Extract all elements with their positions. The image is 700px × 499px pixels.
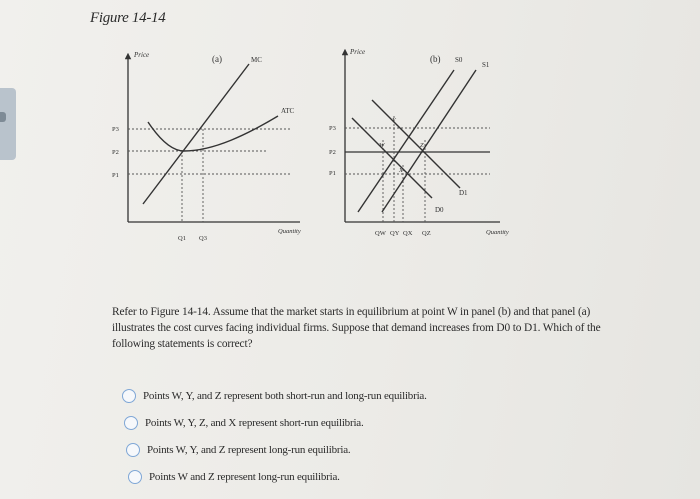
panel-b-d1-label: D1 [459, 189, 468, 197]
option-label: Points W, Y, and Z represent long-run equilibria. [147, 444, 351, 456]
panel-b-point-w: W [379, 142, 385, 149]
panel-b-qw-label: QW [375, 230, 386, 237]
panel-b-d0-label: D0 [435, 206, 444, 214]
panel-b [329, 48, 509, 237]
panel-b-point-y: Y [392, 117, 396, 124]
radio-button-icon[interactable] [122, 389, 136, 403]
panel-a-p1-label: P1 [112, 172, 119, 179]
answer-option-1[interactable] [122, 389, 427, 403]
panel-a-q1-label: Q1 [178, 235, 186, 242]
panel-b-s0-label: S0 [455, 56, 463, 64]
option-label: Points W, Y, and Z represent both short-run and long-run equilibria. [143, 390, 427, 402]
panel-b-qy-label: QY [390, 230, 400, 237]
panel-a [112, 51, 301, 242]
radio-button-icon[interactable] [126, 443, 140, 457]
radio-button-icon[interactable] [124, 416, 138, 430]
panel-b-point-z: Z [420, 142, 424, 149]
panel-b-y-label: Price [350, 48, 366, 56]
panel-a-atc-curve [148, 116, 278, 151]
panel-a-label: (a) [212, 54, 222, 64]
panel-b-d0-curve [352, 118, 432, 198]
radio-button-icon[interactable] [128, 470, 142, 484]
figure-title: Figure 14-14 [90, 10, 166, 26]
panel-a-p3-label: P3 [112, 126, 119, 133]
panel-b-p3-label: P3 [329, 125, 336, 132]
panel-b-s0-curve [358, 70, 454, 212]
answer-option-2[interactable] [124, 416, 364, 430]
panel-b-qx-label: QX [403, 230, 413, 237]
panel-a-atc-label: ATC [281, 107, 295, 115]
panel-b-x-label: Quantity [486, 229, 509, 236]
option-label: Points W and Z represent long-run equilibria. [149, 471, 340, 483]
option-label: Points W, Y, Z, and X represent short-run equilibria. [145, 417, 364, 429]
panel-a-x-label: Quantity [278, 228, 301, 235]
panel-a-mc-curve [143, 64, 249, 204]
panel-b-p1-label: P1 [329, 170, 336, 177]
panel-b-qz-label: QZ [422, 230, 431, 237]
answer-option-4[interactable] [128, 470, 340, 484]
panel-a-p2-label: P2 [112, 149, 119, 156]
answer-option-3[interactable] [126, 443, 350, 457]
panel-a-mc-label: MC [251, 56, 262, 64]
panel-b-s1-label: S1 [482, 61, 490, 69]
panel-a-q3-label: Q3 [199, 235, 207, 242]
question-text: Refer to Figure 14-14. Assume that the market starts in equilibrium at point W in panel (b) and that panel (a) illustrates the cost curves facing individual firms. Suppose that demand increases from D0 to D1. Which of the following statements is correct? [112, 306, 601, 350]
panel-b-label: (b) [430, 54, 441, 64]
panel-b-p2-label: P2 [329, 149, 336, 156]
panel-b-point-x: X [399, 167, 403, 174]
panel-a-y-label: Price [134, 51, 150, 59]
